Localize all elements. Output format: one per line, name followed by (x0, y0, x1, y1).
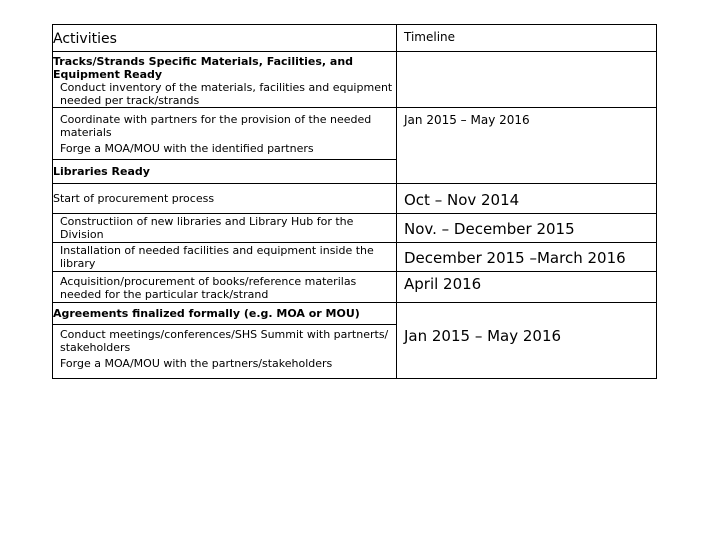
library-activity-installation: Installation of needed facilities and equipment inside the library (53, 242, 397, 271)
timeline-header: Timeline (397, 25, 657, 52)
materials-timeline-empty (397, 52, 657, 108)
header-row (53, 25, 657, 52)
agreements-title-row (53, 302, 657, 324)
materials-title: Tracks/Strands Specific Materials, Facilities, and Equipment Ready (53, 55, 354, 81)
library-timeline-acquisition: April 2016 (397, 271, 657, 302)
agreements-meetings-row (53, 324, 657, 354)
library-timeline-installation: December 2015 –March 2016 (397, 242, 657, 271)
agreements-title: Agreements finalized formally (e.g. MOA or MOU) (53, 302, 397, 324)
library-row (53, 183, 657, 213)
agreements-title-timeline-empty (397, 302, 657, 324)
libraries-title-row (53, 159, 657, 183)
library-row (53, 213, 657, 242)
agreements-item-meetings: Conduct meetings/conferences/SHS Summit with partnerts/ stakeholders (53, 324, 397, 354)
activities-header: Activities (53, 25, 397, 52)
library-activity-procurement: Start of procurement process (53, 183, 397, 213)
materials-coordinate-row (53, 108, 657, 140)
materials-timeline: Jan 2015 – May 2016 (397, 108, 657, 160)
library-row (53, 242, 657, 271)
activities-timeline-table (52, 24, 657, 379)
materials-cell (53, 52, 397, 108)
library-timeline-construction: Nov. – December 2015 (397, 213, 657, 242)
materials-section-row (53, 52, 657, 108)
library-activity-acquisition: Acquisition/procurement of books/reference materilas needed for the particular track/strand (53, 271, 397, 302)
materials-item-inventory: Conduct inventory of the materials, facilities and equipment needed per track/strands (60, 81, 393, 107)
library-timeline-procurement: Oct – Nov 2014 (397, 183, 657, 213)
materials-item-moa: Forge a MOA/MOU with the identified partners (53, 139, 397, 159)
library-row (53, 271, 657, 302)
libraries-title-timeline-empty (397, 159, 657, 183)
materials-item-coordinate: Coordinate with partners for the provision of the needed materials (53, 108, 397, 140)
library-activity-construction: Constructiion of new libraries and Library Hub for the Division (53, 213, 397, 242)
agreements-timeline: Jan 2015 – May 2016 (397, 324, 657, 378)
libraries-title: Libraries Ready (53, 159, 397, 183)
agreements-item-moa: Forge a MOA/MOU with the partners/stakeholders (53, 354, 397, 378)
